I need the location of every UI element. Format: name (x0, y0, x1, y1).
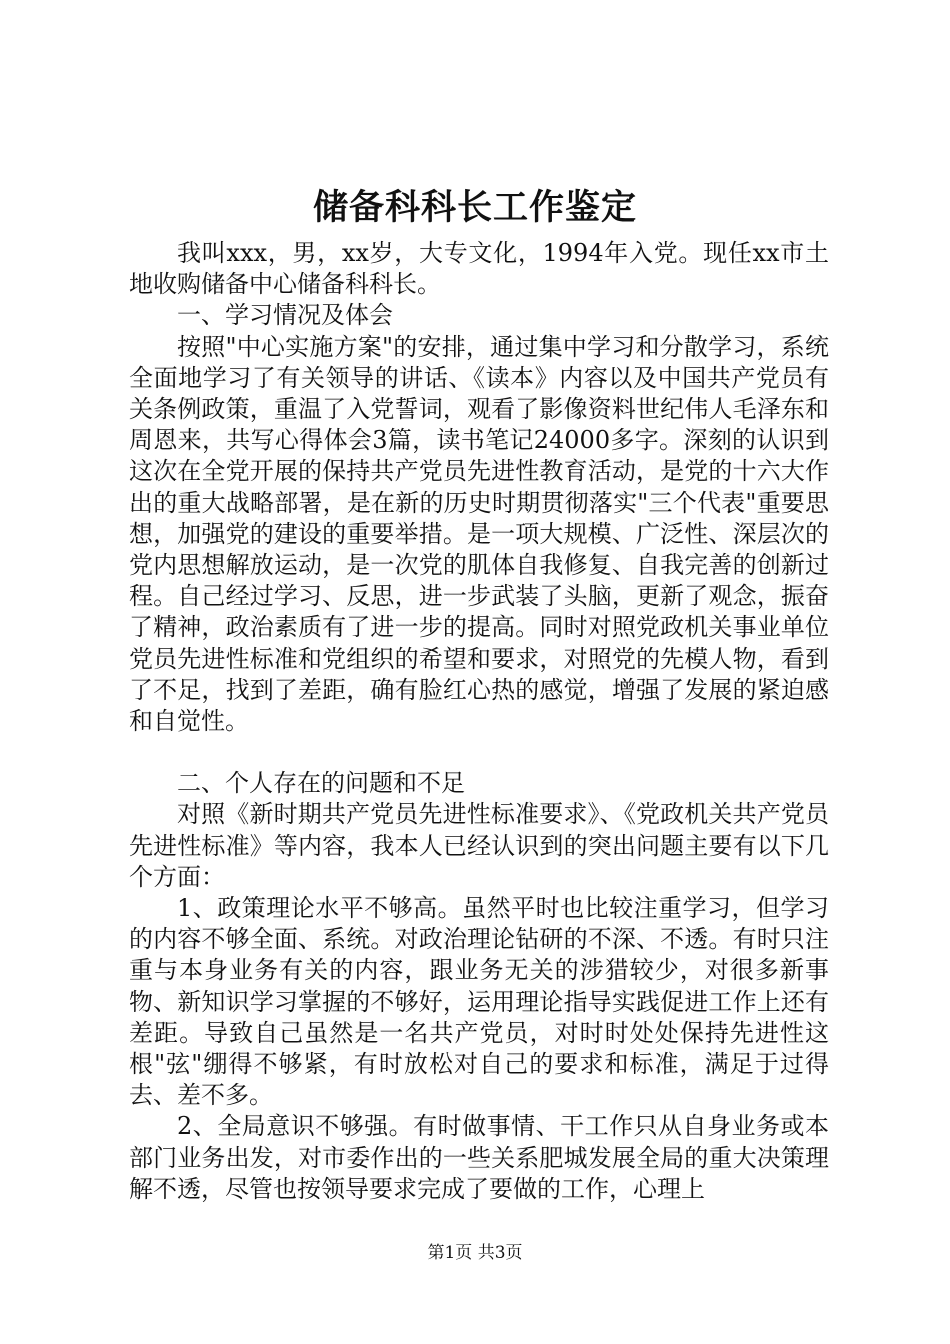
paragraph-spacer (129, 737, 829, 768)
page-number-footer: 第1页 共3页 (427, 1243, 523, 1263)
study-paragraph: 按照"中心实施方案"的安排，通过集中学习和分散学习，系统全面地学习了有关领导的讲话、《读本》内容以及中国共产党员有关条例政策，重温了入党誓词，观看了影像资料世纪伟人毛泽东和周恩来，共写心得体会3篇，读书笔记24000多字。深刻的认识到这次在全党开展的保持共产党员先进性教育活动，是党的十六大作出的重大战略部署，是在新的历史时期贯彻落实"三个代表"重要思想，加强党的建设的重要举措。是一项大规模、广泛性、深层次的党内思想解放运动，是一次党的肌体自我修复、自我完善的创新过程。自己经过学习、反思，进一步武装了头脑，更新了观念，振奋了精神，政治素质有了进一步的提高。同时对照党政机关事业单位党员先进性标准和党组织的希望和要求，对照党的先模人物，看到了不足，找到了差距，确有脸红心热的感觉，增强了发展的紧迫感和自觉性。 (129, 332, 829, 736)
intro-paragraph: 我叫xxx，男，xx岁，大专文化，1994年入党。现任xx市土地收购储备中心储备科科长。 (129, 239, 829, 299)
problems-intro-paragraph: 对照《新时期共产党员先进性标准要求》、《党政机关共产党员先进性标准》等内容，我本人已经认识到的突出问题主要有以下几个方面： (129, 800, 829, 891)
section-heading-problems: 二、个人存在的问题和不足 (177, 769, 465, 798)
document-title: 储备科科长工作鉴定 (312, 187, 637, 228)
section-heading-study: 一、学习情况及体会 (177, 301, 393, 330)
document-body (129, 238, 829, 1205)
problem-item-1: 1、政策理论水平不够高。虽然平时也比较注重学习，但学习的内容不够全面、系统。对政治理论钻研的不深、不透。有时只注重与本身业务有关的内容，跟业务无关的涉猎较少，对很多新事物、新知识学习掌握的不够好，运用理论指导实践促进工作上还有差距。导致自己虽然是一名共产党员，对时时处处保持先进性这根"弦"绷得不够紧，有时放松对自己的要求和标准，满足于过得去、差不多。 (129, 894, 829, 1110)
problem-item-2: 2、全局意识不够强。有时做事情、干工作只从自身业务或本部门业务出发，对市委作出的一些关系肥城发展全局的重大决策理解不透，尽管也按领导要求完成了要做的工作，心理上 (129, 1112, 829, 1203)
